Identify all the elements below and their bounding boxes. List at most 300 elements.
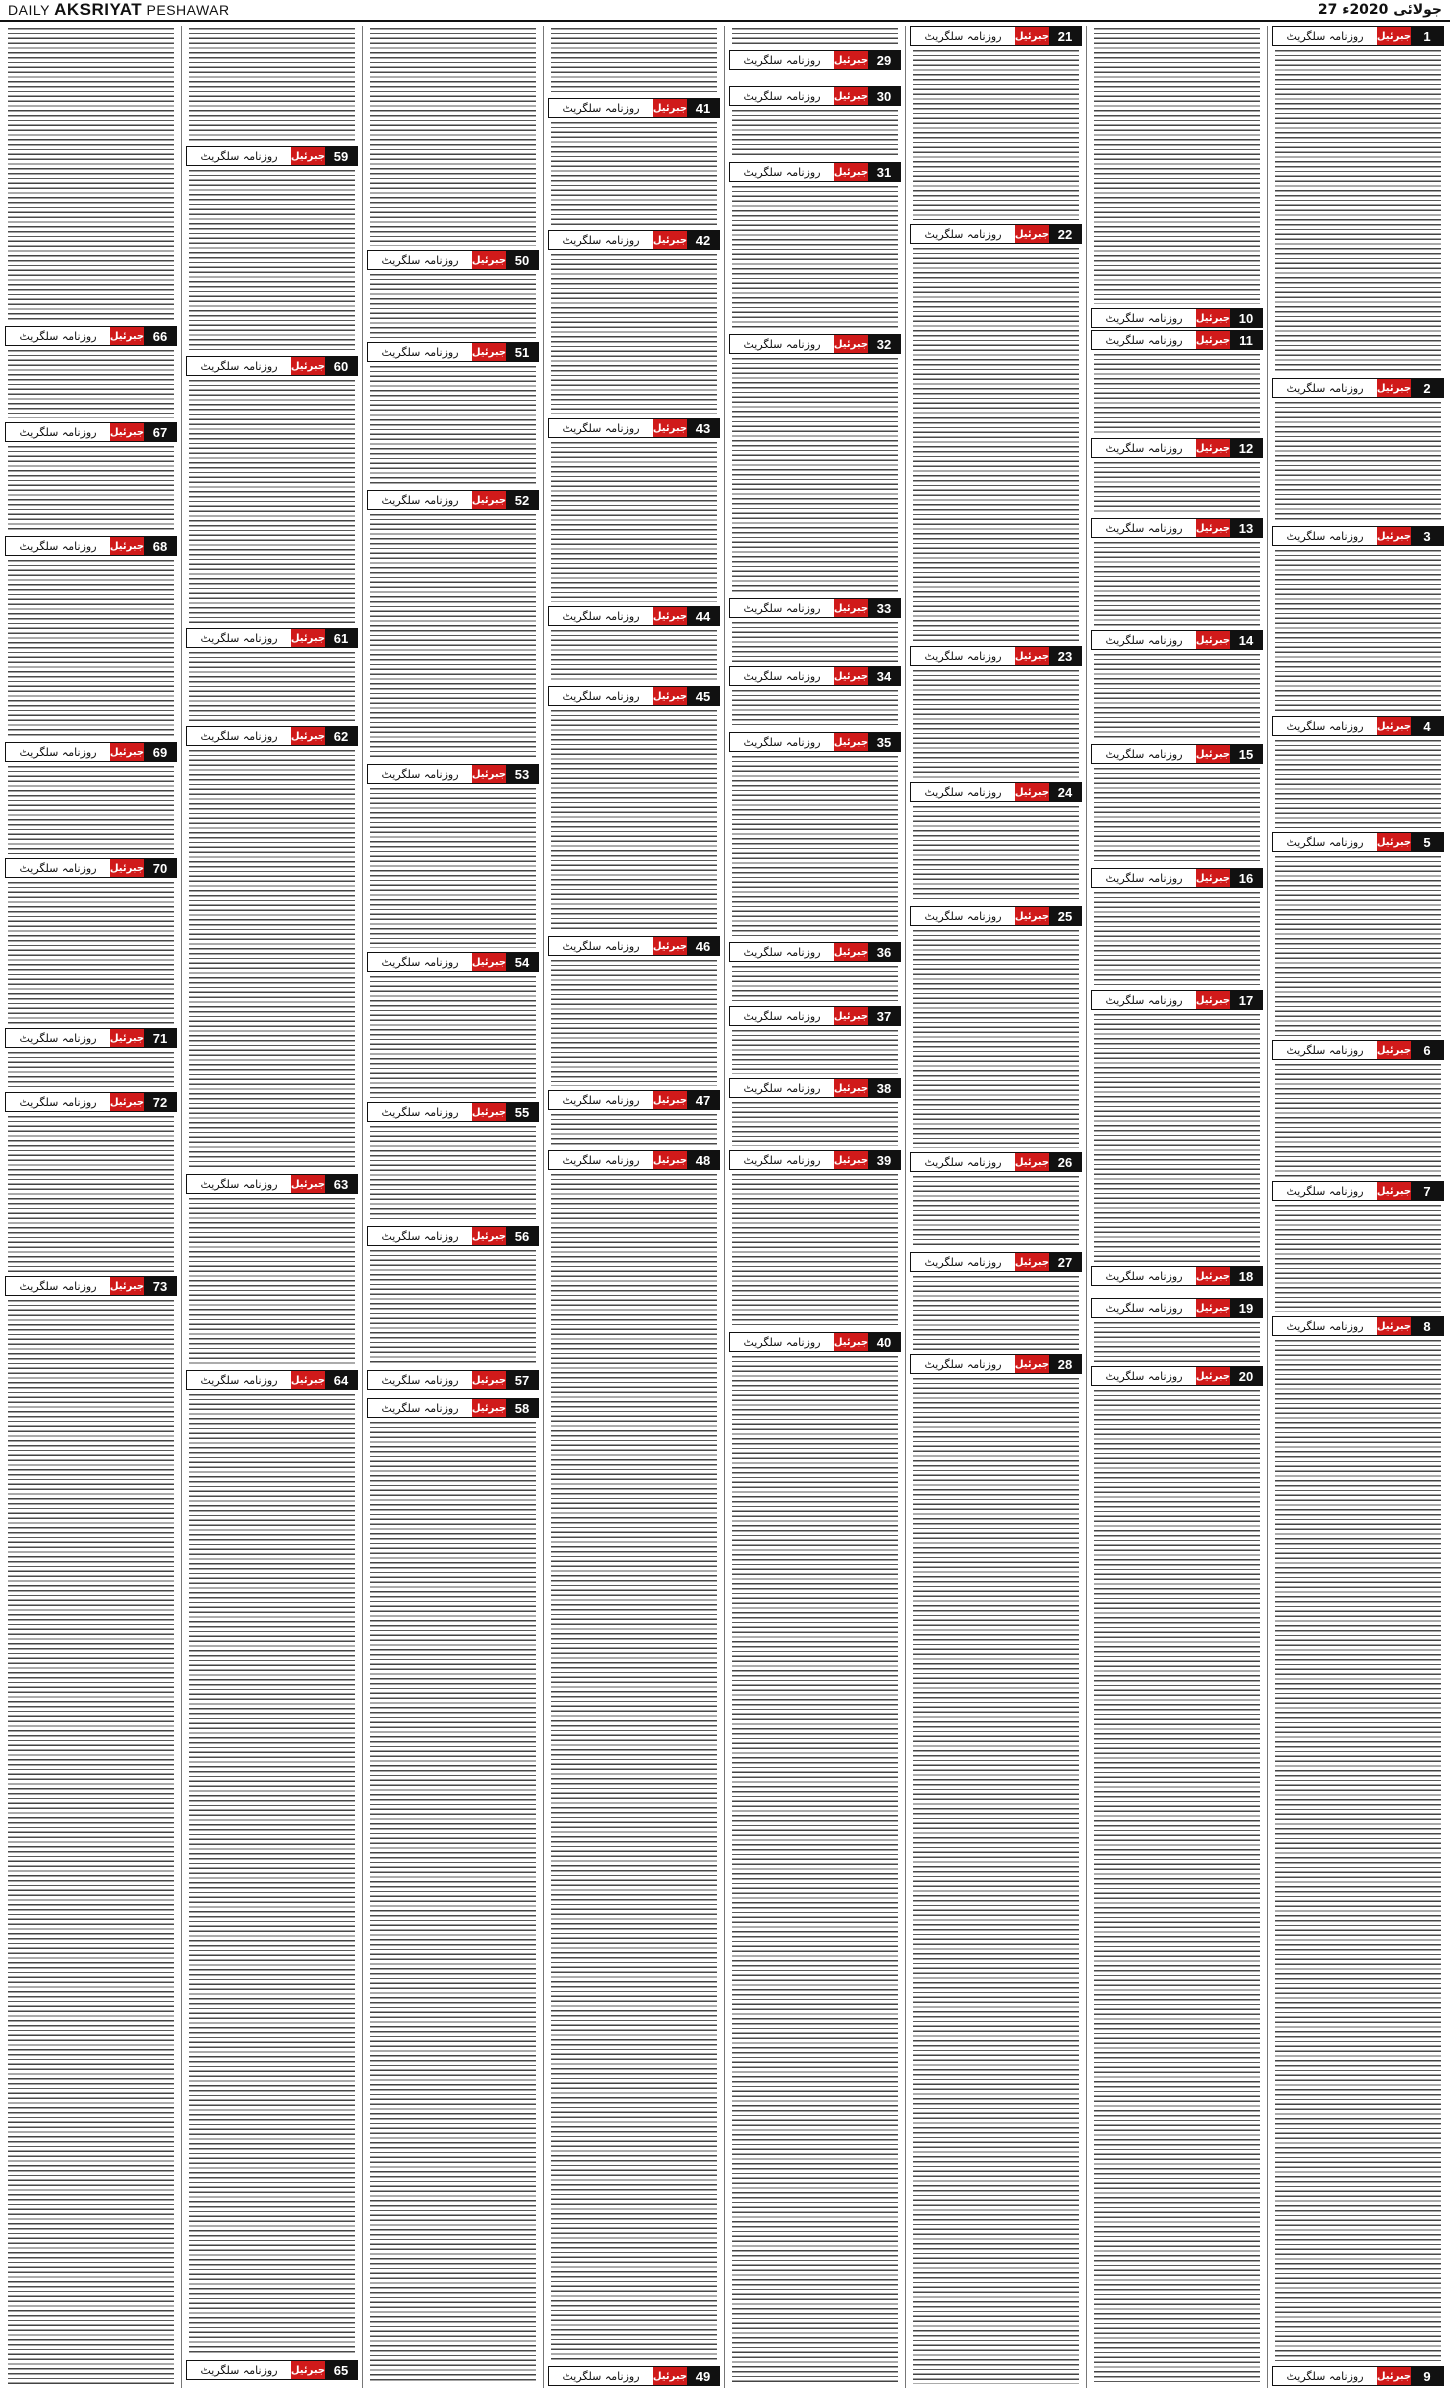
section-header-19 bbox=[1091, 1298, 1263, 1318]
section-number: 4 bbox=[1411, 717, 1443, 735]
article-text bbox=[732, 110, 898, 158]
article-text bbox=[732, 186, 898, 330]
section-logo: جبرئیل bbox=[1377, 1041, 1411, 1059]
article-text bbox=[370, 366, 536, 486]
section-header-21 bbox=[910, 26, 1082, 46]
section-logo: جبرئیل bbox=[1015, 1153, 1049, 1171]
section-header-label: روزنامہ سلگریٹ bbox=[549, 607, 653, 625]
section-number: 59 bbox=[325, 147, 357, 165]
article-text bbox=[370, 274, 536, 338]
section-header-label: روزنامہ سلگریٹ bbox=[730, 1007, 834, 1025]
section-number: 16 bbox=[1230, 869, 1262, 887]
section-logo: جبرئیل bbox=[1196, 1267, 1230, 1285]
section-logo: جبرئیل bbox=[110, 327, 144, 345]
section-number: 24 bbox=[1049, 783, 1081, 801]
section-header-label: روزنامہ سلگریٹ bbox=[549, 99, 653, 117]
section-logo: جبرئیل bbox=[472, 953, 506, 971]
article-text bbox=[913, 670, 1079, 778]
section-header-47 bbox=[548, 1090, 720, 1110]
section-number: 64 bbox=[325, 1371, 357, 1389]
article-text bbox=[551, 28, 717, 94]
section-header-50 bbox=[367, 250, 539, 270]
section-logo: جبرئیل bbox=[1377, 833, 1411, 851]
article-text bbox=[1275, 1205, 1441, 1312]
article-text bbox=[732, 28, 898, 46]
article-text bbox=[551, 122, 717, 226]
section-header-14 bbox=[1091, 630, 1263, 650]
section-logo: جبرئیل bbox=[1196, 331, 1230, 349]
column-1 bbox=[1272, 26, 1444, 2388]
section-logo: جبرئیل bbox=[1015, 225, 1049, 243]
section-logo: جبرئیل bbox=[110, 1029, 144, 1047]
section-header-67 bbox=[5, 422, 177, 442]
section-number: 60 bbox=[325, 357, 357, 375]
column-7 bbox=[186, 26, 358, 2388]
article-text bbox=[732, 690, 898, 728]
section-number: 73 bbox=[144, 1277, 176, 1295]
section-number: 71 bbox=[144, 1029, 176, 1047]
section-number: 62 bbox=[325, 727, 357, 745]
section-logo: جبرئیل bbox=[834, 599, 868, 617]
section-logo: جبرئیل bbox=[1196, 1299, 1230, 1317]
section-logo: جبرئیل bbox=[1196, 745, 1230, 763]
section-header-31 bbox=[729, 162, 901, 182]
section-header-label: روزنامہ سلگریٹ bbox=[6, 1277, 110, 1295]
article-text bbox=[8, 1116, 174, 1272]
section-number: 23 bbox=[1049, 647, 1081, 665]
section-header-label: روزنامہ سلگریٹ bbox=[911, 783, 1015, 801]
section-logo: جبرئیل bbox=[1377, 527, 1411, 545]
section-number: 15 bbox=[1230, 745, 1262, 763]
section-header-label: روزنامہ سلگریٹ bbox=[730, 51, 834, 69]
section-number: 2 bbox=[1411, 379, 1443, 397]
article-text bbox=[913, 1276, 1079, 1350]
section-header-29 bbox=[729, 50, 901, 70]
article-text bbox=[732, 1174, 898, 1328]
column-5 bbox=[548, 26, 720, 2388]
section-header-15 bbox=[1091, 744, 1263, 764]
article-text bbox=[189, 170, 355, 352]
section-number: 42 bbox=[687, 231, 719, 249]
section-number: 53 bbox=[506, 765, 538, 783]
section-logo: جبرئیل bbox=[1196, 869, 1230, 887]
section-header-48 bbox=[548, 1150, 720, 1170]
section-number: 18 bbox=[1230, 1267, 1262, 1285]
masthead-city: PESHAWAR bbox=[146, 2, 230, 18]
section-header-20 bbox=[1091, 1366, 1263, 1386]
section-header-12 bbox=[1091, 438, 1263, 458]
article-text bbox=[189, 750, 355, 1170]
column-divider bbox=[1267, 26, 1268, 2388]
section-header-label: روزنامہ سلگریٹ bbox=[6, 1029, 110, 1047]
section-header-1 bbox=[1272, 26, 1444, 46]
section-header-28 bbox=[910, 1354, 1082, 1374]
section-header-57 bbox=[367, 1370, 539, 1390]
section-logo: جبرئیل bbox=[472, 491, 506, 509]
section-logo: جبرئیل bbox=[1196, 309, 1230, 327]
section-logo: جبرئیل bbox=[653, 687, 687, 705]
section-header-label: روزنامہ سلگریٹ bbox=[1092, 869, 1196, 887]
article-text bbox=[8, 882, 174, 1024]
section-header-27 bbox=[910, 1252, 1082, 1272]
section-header-label: روزنامہ سلگریٹ bbox=[911, 1253, 1015, 1271]
section-header-41 bbox=[548, 98, 720, 118]
article-text bbox=[1094, 28, 1260, 304]
section-logo: جبرئیل bbox=[1015, 1355, 1049, 1373]
section-number: 67 bbox=[144, 423, 176, 441]
article-text bbox=[732, 358, 898, 594]
section-header-label: روزنامہ سلگریٹ bbox=[1273, 527, 1377, 545]
section-header-label: روزنامہ سلگریٹ bbox=[187, 2361, 291, 2379]
column-8 bbox=[5, 26, 177, 2388]
section-logo: جبرئیل bbox=[834, 667, 868, 685]
section-number: 55 bbox=[506, 1103, 538, 1121]
section-logo: جبرئیل bbox=[834, 1007, 868, 1025]
section-header-71 bbox=[5, 1028, 177, 1048]
section-logo: جبرئیل bbox=[834, 733, 868, 751]
article-text bbox=[8, 446, 174, 532]
article-text bbox=[551, 960, 717, 1086]
section-header-49 bbox=[548, 2366, 720, 2386]
section-number: 58 bbox=[506, 1399, 538, 1417]
section-number: 32 bbox=[868, 335, 900, 353]
section-logo: جبرئیل bbox=[472, 765, 506, 783]
section-number: 38 bbox=[868, 1079, 900, 1097]
article-text bbox=[1275, 50, 1441, 374]
section-number: 14 bbox=[1230, 631, 1262, 649]
article-text bbox=[1275, 1064, 1441, 1177]
section-number: 61 bbox=[325, 629, 357, 647]
article-text bbox=[1275, 1340, 1441, 2362]
section-header-label: روزنامہ سلگریٹ bbox=[1092, 309, 1196, 327]
section-logo: جبرئیل bbox=[834, 335, 868, 353]
section-header-label: روزنامہ سلگریٹ bbox=[549, 419, 653, 437]
section-logo: جبرئیل bbox=[1015, 27, 1049, 45]
section-header-label: روزنامہ سلگریٹ bbox=[1092, 1299, 1196, 1317]
section-header-6 bbox=[1272, 1040, 1444, 1060]
section-header-10 bbox=[1091, 308, 1263, 328]
article-text bbox=[913, 1378, 1079, 2384]
masthead bbox=[0, 0, 1450, 22]
section-number: 47 bbox=[687, 1091, 719, 1109]
section-header-label: روزنامہ سلگریٹ bbox=[368, 491, 472, 509]
section-number: 69 bbox=[144, 743, 176, 761]
section-logo: جبرئیل bbox=[1377, 1317, 1411, 1335]
section-header-label: روزنامہ سلگریٹ bbox=[1273, 27, 1377, 45]
section-number: 41 bbox=[687, 99, 719, 117]
column-2 bbox=[1091, 26, 1263, 2388]
section-number: 51 bbox=[506, 343, 538, 361]
section-logo: جبرئیل bbox=[834, 87, 868, 105]
section-number: 30 bbox=[868, 87, 900, 105]
section-header-34 bbox=[729, 666, 901, 686]
section-logo: جبرئیل bbox=[1377, 717, 1411, 735]
section-number: 29 bbox=[868, 51, 900, 69]
section-header-24 bbox=[910, 782, 1082, 802]
section-number: 68 bbox=[144, 537, 176, 555]
section-number: 46 bbox=[687, 937, 719, 955]
article-text bbox=[370, 1422, 536, 2384]
section-header-17 bbox=[1091, 990, 1263, 1010]
article-text bbox=[551, 630, 717, 682]
section-header-2 bbox=[1272, 378, 1444, 398]
article-text bbox=[732, 1102, 898, 1146]
section-logo: جبرئیل bbox=[653, 419, 687, 437]
section-header-label: روزنامہ سلگریٹ bbox=[187, 357, 291, 375]
section-number: 27 bbox=[1049, 1253, 1081, 1271]
section-header-33 bbox=[729, 598, 901, 618]
section-number: 1 bbox=[1411, 27, 1443, 45]
section-logo: جبرئیل bbox=[291, 2361, 325, 2379]
section-header-label: روزنامہ سلگریٹ bbox=[1273, 833, 1377, 851]
section-number: 26 bbox=[1049, 1153, 1081, 1171]
section-number: 9 bbox=[1411, 2367, 1443, 2385]
article-text bbox=[1094, 1322, 1260, 1362]
section-number: 12 bbox=[1230, 439, 1262, 457]
article-text bbox=[1094, 1014, 1260, 1262]
section-logo: جبرئیل bbox=[291, 727, 325, 745]
article-text bbox=[189, 380, 355, 624]
section-logo: جبرئیل bbox=[472, 1371, 506, 1389]
section-header-label: روزنامہ سلگریٹ bbox=[549, 2367, 653, 2385]
section-header-label: روزنامہ سلگریٹ bbox=[730, 943, 834, 961]
section-logo: جبرئیل bbox=[834, 1079, 868, 1097]
article-text bbox=[1275, 856, 1441, 1036]
section-number: 21 bbox=[1049, 27, 1081, 45]
section-logo: جبرئیل bbox=[834, 1333, 868, 1351]
section-header-label: روزنامہ سلگریٹ bbox=[1273, 379, 1377, 397]
section-number: 50 bbox=[506, 251, 538, 269]
section-header-label: روزنامہ سلگریٹ bbox=[549, 1091, 653, 1109]
section-header-26 bbox=[910, 1152, 1082, 1172]
section-header-label: روزنامہ سلگریٹ bbox=[187, 629, 291, 647]
section-header-25 bbox=[910, 906, 1082, 926]
section-number: 19 bbox=[1230, 1299, 1262, 1317]
section-number: 17 bbox=[1230, 991, 1262, 1009]
article-text bbox=[913, 806, 1079, 902]
section-header-label: روزنامہ سلگریٹ bbox=[1273, 1317, 1377, 1335]
section-header-label: روزنامہ سلگریٹ bbox=[911, 1355, 1015, 1373]
section-logo: جبرئیل bbox=[472, 251, 506, 269]
section-header-label: روزنامہ سلگریٹ bbox=[911, 27, 1015, 45]
masthead-prefix: DAILY bbox=[8, 2, 50, 18]
section-header-39 bbox=[729, 1150, 901, 1170]
column-divider bbox=[905, 26, 906, 2388]
article-text bbox=[370, 976, 536, 1098]
section-header-70 bbox=[5, 858, 177, 878]
section-header-label: روزنامہ سلگریٹ bbox=[730, 1151, 834, 1169]
section-header-11 bbox=[1091, 330, 1263, 350]
section-header-label: روزنامہ سلگریٹ bbox=[549, 231, 653, 249]
section-header-46 bbox=[548, 936, 720, 956]
article-text bbox=[8, 28, 174, 322]
section-header-label: روزنامہ سلگریٹ bbox=[368, 343, 472, 361]
column-divider bbox=[181, 26, 182, 2388]
section-header-4 bbox=[1272, 716, 1444, 736]
section-logo: جبرئیل bbox=[291, 1175, 325, 1193]
section-logo: جبرئیل bbox=[291, 147, 325, 165]
section-logo: جبرئیل bbox=[472, 1103, 506, 1121]
section-number: 6 bbox=[1411, 1041, 1443, 1059]
section-logo: جبرئیل bbox=[1015, 1253, 1049, 1271]
section-header-label: روزنامہ سلگریٹ bbox=[187, 147, 291, 165]
section-header-58 bbox=[367, 1398, 539, 1418]
section-logo: جبرئیل bbox=[110, 1277, 144, 1295]
section-header-23 bbox=[910, 646, 1082, 666]
article-text bbox=[913, 50, 1079, 220]
section-header-18 bbox=[1091, 1266, 1263, 1286]
section-header-label: روزنامہ سلگریٹ bbox=[911, 907, 1015, 925]
section-header-38 bbox=[729, 1078, 901, 1098]
section-number: 70 bbox=[144, 859, 176, 877]
article-text bbox=[370, 788, 536, 948]
article-text bbox=[551, 1114, 717, 1146]
section-header-label: روزنامہ سلگریٹ bbox=[6, 1093, 110, 1111]
section-logo: جبرئیل bbox=[291, 629, 325, 647]
section-header-16 bbox=[1091, 868, 1263, 888]
section-number: 13 bbox=[1230, 519, 1262, 537]
section-number: 35 bbox=[868, 733, 900, 751]
section-header-32 bbox=[729, 334, 901, 354]
section-header-68 bbox=[5, 536, 177, 556]
section-header-label: روزنامہ سلگریٹ bbox=[187, 1371, 291, 1389]
section-logo: جبرئیل bbox=[1196, 439, 1230, 457]
article-text bbox=[189, 652, 355, 722]
section-logo: جبرئیل bbox=[1015, 647, 1049, 665]
section-header-label: روزنامہ سلگریٹ bbox=[187, 727, 291, 745]
section-header-label: روزنامہ سلگریٹ bbox=[187, 1175, 291, 1193]
article-text bbox=[8, 766, 174, 854]
section-header-label: روزنامہ سلگریٹ bbox=[730, 335, 834, 353]
section-number: 11 bbox=[1230, 331, 1262, 349]
section-header-label: روزنامہ سلگریٹ bbox=[911, 225, 1015, 243]
column-divider bbox=[543, 26, 544, 2388]
section-number: 36 bbox=[868, 943, 900, 961]
section-header-label: روزنامہ سلگریٹ bbox=[1273, 1182, 1377, 1200]
article-text bbox=[189, 28, 355, 142]
section-header-7 bbox=[1272, 1181, 1444, 1201]
section-header-label: روزنامہ سلگریٹ bbox=[6, 327, 110, 345]
article-text bbox=[913, 930, 1079, 1148]
section-number: 63 bbox=[325, 1175, 357, 1193]
section-header-label: روزنامہ سلگریٹ bbox=[549, 687, 653, 705]
section-number: 37 bbox=[868, 1007, 900, 1025]
article-text bbox=[1275, 402, 1441, 522]
article-text bbox=[1094, 654, 1260, 740]
section-logo: جبرئیل bbox=[1015, 783, 1049, 801]
section-logo: جبرئیل bbox=[653, 937, 687, 955]
section-logo: جبرئیل bbox=[834, 943, 868, 961]
section-header-5 bbox=[1272, 832, 1444, 852]
section-logo: جبرئیل bbox=[1377, 27, 1411, 45]
article-text bbox=[370, 1126, 536, 1222]
section-header-56 bbox=[367, 1226, 539, 1246]
article-text bbox=[1094, 542, 1260, 626]
section-logo: جبرئیل bbox=[472, 343, 506, 361]
section-number: 3 bbox=[1411, 527, 1443, 545]
section-header-label: روزنامہ سلگریٹ bbox=[730, 1333, 834, 1351]
section-number: 43 bbox=[687, 419, 719, 437]
section-header-label: روزنامہ سلگریٹ bbox=[730, 733, 834, 751]
article-text bbox=[8, 1052, 174, 1088]
article-text bbox=[1275, 550, 1441, 712]
section-number: 56 bbox=[506, 1227, 538, 1245]
section-number: 34 bbox=[868, 667, 900, 685]
column-4 bbox=[729, 26, 901, 2388]
section-header-label: روزنامہ سلگریٹ bbox=[368, 765, 472, 783]
section-number: 31 bbox=[868, 163, 900, 181]
article-text bbox=[551, 710, 717, 932]
article-text bbox=[551, 254, 717, 414]
section-header-65 bbox=[186, 2360, 358, 2380]
section-header-label: روزنامہ سلگریٹ bbox=[1092, 1267, 1196, 1285]
section-number: 65 bbox=[325, 2361, 357, 2379]
section-number: 8 bbox=[1411, 1317, 1443, 1335]
section-logo: جبرئیل bbox=[653, 2367, 687, 2385]
section-logo: جبرئیل bbox=[110, 423, 144, 441]
article-text bbox=[913, 1176, 1079, 1248]
article-text bbox=[551, 1174, 717, 2362]
section-header-label: روزنامہ سلگریٹ bbox=[1092, 519, 1196, 537]
section-header-label: روزنامہ سلگریٹ bbox=[1092, 745, 1196, 763]
column-divider bbox=[1086, 26, 1087, 2388]
section-header-42 bbox=[548, 230, 720, 250]
section-header-label: روزنامہ سلگریٹ bbox=[368, 953, 472, 971]
section-logo: جبرئیل bbox=[1196, 519, 1230, 537]
section-header-40 bbox=[729, 1332, 901, 1352]
section-number: 57 bbox=[506, 1371, 538, 1389]
article-text bbox=[189, 1198, 355, 1366]
section-logo: جبرئیل bbox=[110, 743, 144, 761]
section-header-label: روزنامہ سلگریٹ bbox=[368, 1103, 472, 1121]
section-header-label: روزنامہ سلگریٹ bbox=[730, 599, 834, 617]
section-header-label: روزنامہ سلگریٹ bbox=[6, 423, 110, 441]
section-number: 25 bbox=[1049, 907, 1081, 925]
section-logo: جبرئیل bbox=[653, 99, 687, 117]
section-header-73 bbox=[5, 1276, 177, 1296]
article-text bbox=[370, 1250, 536, 1366]
section-header-60 bbox=[186, 356, 358, 376]
column-3 bbox=[910, 26, 1082, 2388]
section-header-label: روزنامہ سلگریٹ bbox=[1092, 439, 1196, 457]
section-header-label: روزنامہ سلگریٹ bbox=[1273, 1041, 1377, 1059]
article-text bbox=[8, 350, 174, 418]
section-logo: جبرئیل bbox=[834, 51, 868, 69]
article-text bbox=[732, 1030, 898, 1074]
section-number: 44 bbox=[687, 607, 719, 625]
section-logo: جبرئیل bbox=[834, 163, 868, 181]
article-text bbox=[370, 28, 536, 246]
section-header-label: روزنامہ سلگریٹ bbox=[368, 1227, 472, 1245]
masthead-date: 27 جولائی 2020ء bbox=[1317, 2, 1442, 18]
section-number: 66 bbox=[144, 327, 176, 345]
article-text bbox=[370, 514, 536, 760]
article-text bbox=[1094, 462, 1260, 514]
section-header-label: روزنامہ سلگریٹ bbox=[6, 537, 110, 555]
section-header-label: روزنامہ سلگریٹ bbox=[1273, 2367, 1377, 2385]
section-header-label: روزنامہ سلگریٹ bbox=[1092, 991, 1196, 1009]
section-header-label: روزنامہ سلگریٹ bbox=[368, 1399, 472, 1417]
section-header-label: روزنامہ سلگریٹ bbox=[549, 1151, 653, 1169]
section-logo: جبرئیل bbox=[653, 607, 687, 625]
section-header-64 bbox=[186, 1370, 358, 1390]
section-header-36 bbox=[729, 942, 901, 962]
section-header-9 bbox=[1272, 2366, 1444, 2386]
section-logo: جبرئیل bbox=[110, 859, 144, 877]
section-logo: جبرئیل bbox=[1196, 631, 1230, 649]
section-header-55 bbox=[367, 1102, 539, 1122]
section-header-53 bbox=[367, 764, 539, 784]
